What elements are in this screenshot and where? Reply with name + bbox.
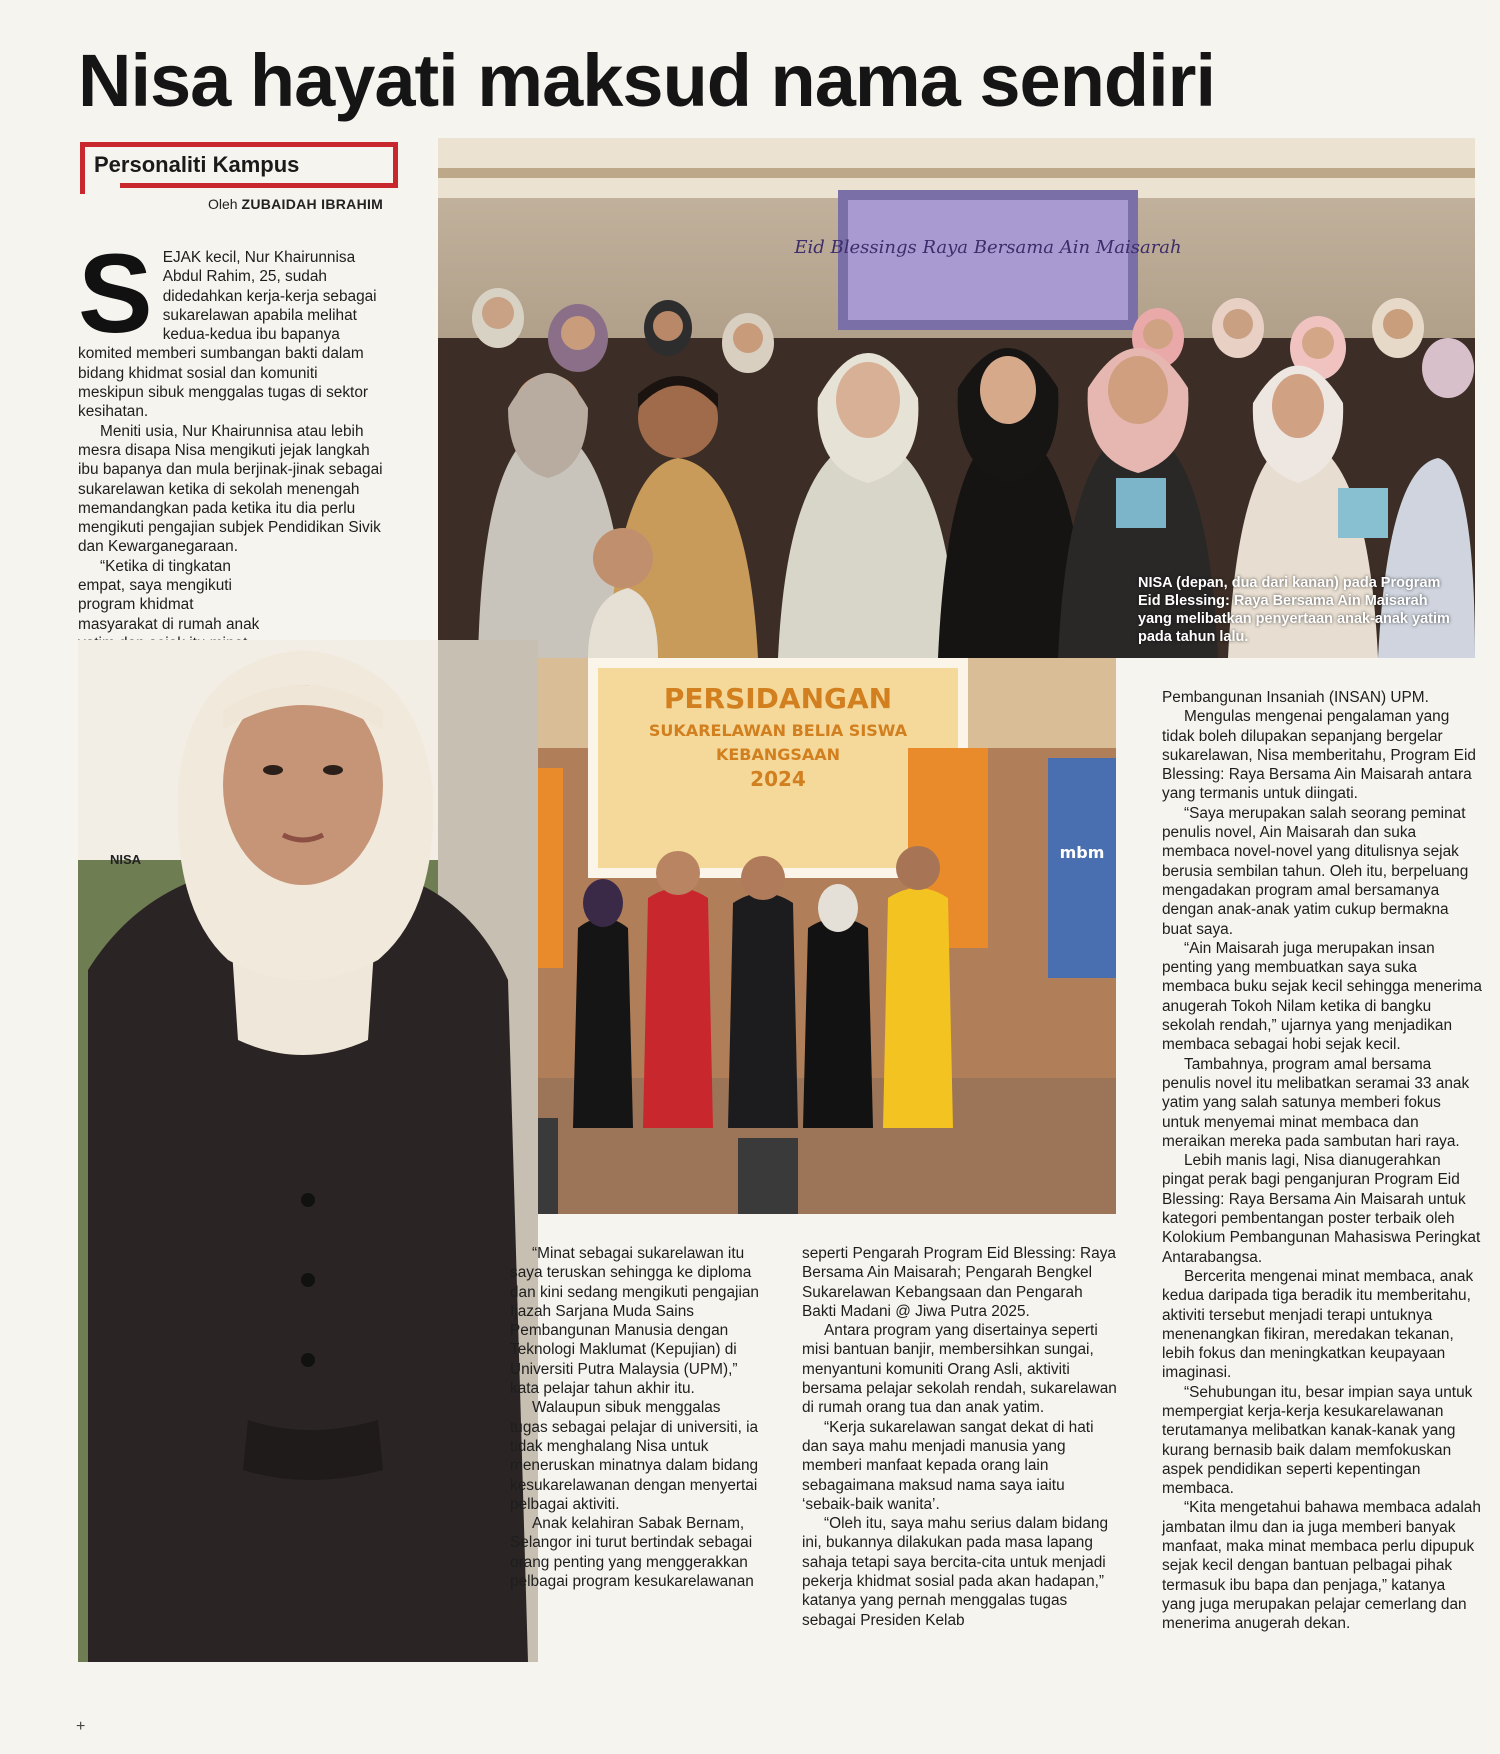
paragraph: “Kerja sukarelawan sangat dekat di hati dan saya mahu menjadi manusia yang memberi manfaat kepada orang lain sebagaimana maksud nama saya iaitu ‘sebaik-baik wanita’. [802,1418,1094,1513]
paragraph: Mengulas mengenai pengalaman yang tidak boleh dilupakan sepanjang bergelar sukarelawan, Nisa memberitahu, Program Eid Blessing: Raya Bersama Ain Maisarah antara yang termanis untuk diingati. [1162,708,1476,803]
paragraph: Walaupun sibuk menggalas tugas sebagai pelajar di universiti, ia tidak menghalang Nisa untuk meneruskan minatnya dalam bidang kesukarelawanan dengan menyertai pelbagai aktiviti. [510,1399,759,1513]
section-tag-bar [120,183,398,188]
side-banner-right-text: mbm [1059,843,1105,862]
paragraph: Pembangunan Insaniah (INSAN) UPM. [1162,689,1429,706]
section-tag [80,142,398,192]
byline-author: ZUBAIDAH IBRAHIM [241,196,384,212]
paragraph [78,231,386,422]
byline-prefix: Oleh [208,196,238,212]
column-2 [510,1244,760,1591]
photo-conference [438,658,1116,1214]
conference-banner-line3: KEBANGSAAN [715,745,841,764]
portrait-label: NISA [110,852,142,867]
paragraph: “Ain Maisarah juga merupakan insan penting yang membuatkan saya suka membaca buku sejak kecil sehingga menerima anugerah Tokoh Nilam ketika di bangku sekolah rendah,” ujarnya yang menjadikan membaca sebagai hobi sejak kecil. [1162,939,1482,1054]
paragraph: seperti Pengarah Program Eid Blessing: Raya Bersama Ain Maisarah; Pengarah Bengkel Sukarelawan Kebangsaan dan Pengarah Bakti Madani @ Jiwa Putra 2025. [802,1245,1116,1320]
paragraph: Bercerita mengenai minat membaca, anak kedua daripada tiga beradik itu memberitahu, aktiviti tersebut menjadi terapi untuknya menenangkan fikiran, meredakan tekanan, lebih fokus dan meningkatkan keupayaan imaginasi. [1162,1267,1474,1382]
photo-eid-blessing-group [438,138,1475,658]
photo-top-caption: NISA (depan, dua dari kanan) pada Program Eid Blessing: Raya Bersama Ain Maisarah yang melibatkan penyertaan anak-anak yatim pada tahun lalu. [1138,575,1450,645]
byline [208,196,383,212]
paragraph-text: EJAK kecil, Nur Khairunnisa Abdul Rahim, 25, sudah didedahkan kerja-kerja sebagai sukarelawan apabila melihat kedua-kedua ibu bapanya komited memberi sumbangan bakti dalam bidang khidmat sosial dan komuniti meskipun sibuk menggalas tugas di sektor kesihatan. [78,249,377,421]
paragraph: “Kita mengetahui bahawa membaca adalah jambatan ilmu dan ia juga memberi banyak manfaat, maka minat membaca perlu dipupuk sejak kecil dengan bantuan pelbagai pihak termasuk ibu bapa dan penjaga,” katanya yang juga merupakan pelajar cemerlang dan menerima anugerah dekan. [1162,1499,1481,1633]
paragraph: “Minat sebagai sukarelawan itu saya teruskan sehingga ke diploma dan kini sedang mengikuti pengajian Ijazah Sarjana Muda Sains Pembangunan Manusia dengan Teknologi Maklumat (Kepujian) di Universiti Putra Malaysia (UPM),” kata pelajar tahun akhir itu. [510,1245,759,1398]
photo-portrait-nisa [78,640,538,1662]
paragraph: Tambahnya, program amal bersama penulis novel itu melibatkan seramai 33 anak yatim yang salah satunya memberi fokus untuk menyemai minat membaca dan meraikan mereka pada sambutan hari raya. [1162,1055,1470,1150]
conference-banner-line4: 2024 [750,767,806,791]
event-banner-text: Eid Blessings Raya Bersama Ain Maisarah [794,237,1182,258]
dropcap: S [78,231,153,356]
paragraph: Meniti usia, Nur Khairunnisa atau lebih mesra disapa Nisa mengikuti jejak langkah ibu bapanya dan mula berjinak-jinak sebagai sukarelawan ketika di sekolah menengah memandangkan pada ketika itu dia perlu mengikuti pengajian subjek Pendidikan Sivik dan Kewarganegaraan. [78,422,383,556]
paragraph: “Sehubungan itu, besar impian saya untuk mempergiat kerja-kerja kesukarelawanan terutamanya melibatkan kanak-kanak yang kurang bernasib baik dalam memfokuskan aspek pendidikan seperti kepentingan membaca. [1162,1383,1473,1498]
paragraph: Antara program yang disertainya seperti misi bantuan banjir, membersihkan sungai, menyantuni komuniti Orang Asli, aktiviti bersama pelajar sekolah rendah, sukarelawan di rumah orang tua dan anak yatim. [802,1322,1117,1417]
conference-banner-line1: PERSIDANGAN [663,682,893,715]
paragraph: Lebih manis lagi, Nisa dianugerahkan pingat perak bagi penganjuran Program Eid Blessing: Raya Bersama Ain Maisarah untuk kategori pembentangan poster terbaik oleh Kolokium Pembangunan Mahasiswa Peringkat Antarabangsa. [1162,1152,1481,1266]
page-mark: + [76,1718,86,1735]
paragraph: “Saya merupakan salah seorang peminat penulis novel, Ain Maisarah dan suka membaca novel-novel yang ditulisnya sejak berusia sembilan tahun. Oleh itu, berpeluang mengadakan program amal bersamanya dengan anak-anak yatim cukup bermakna buat saya. [1162,804,1469,938]
column-4 [1162,688,1482,1634]
paragraph: “Ketika di tingkatan empat, saya mengikuti program khidmat masyarakat di rumah anak [78,557,260,633]
column-3 [802,1244,1120,1630]
headline: Nisa hayati maksud nama sendiri [78,39,1216,122]
conference-banner-line2: SUKARELAWAN BELIA SISWA [648,721,908,740]
paragraph: Anak kelahiran Sabak Bernam, Selangor ini turut bertindak sebagai orang penting yang menggerakkan pelbagai program kesukarelawanan [510,1515,754,1591]
paragraph: “Oleh itu, saya mahu serius dalam bidang ini, bukannya dilakukan pada masa lapang sahaja tetapi saya bercita-cita untuk menjadi pekerja khidmat sosial pada akan hadapan,” katanya yang pernah menggalas tugas sebagai Presiden Kelab [802,1515,1109,1629]
section-label: Personaliti Kampus [94,152,300,177]
